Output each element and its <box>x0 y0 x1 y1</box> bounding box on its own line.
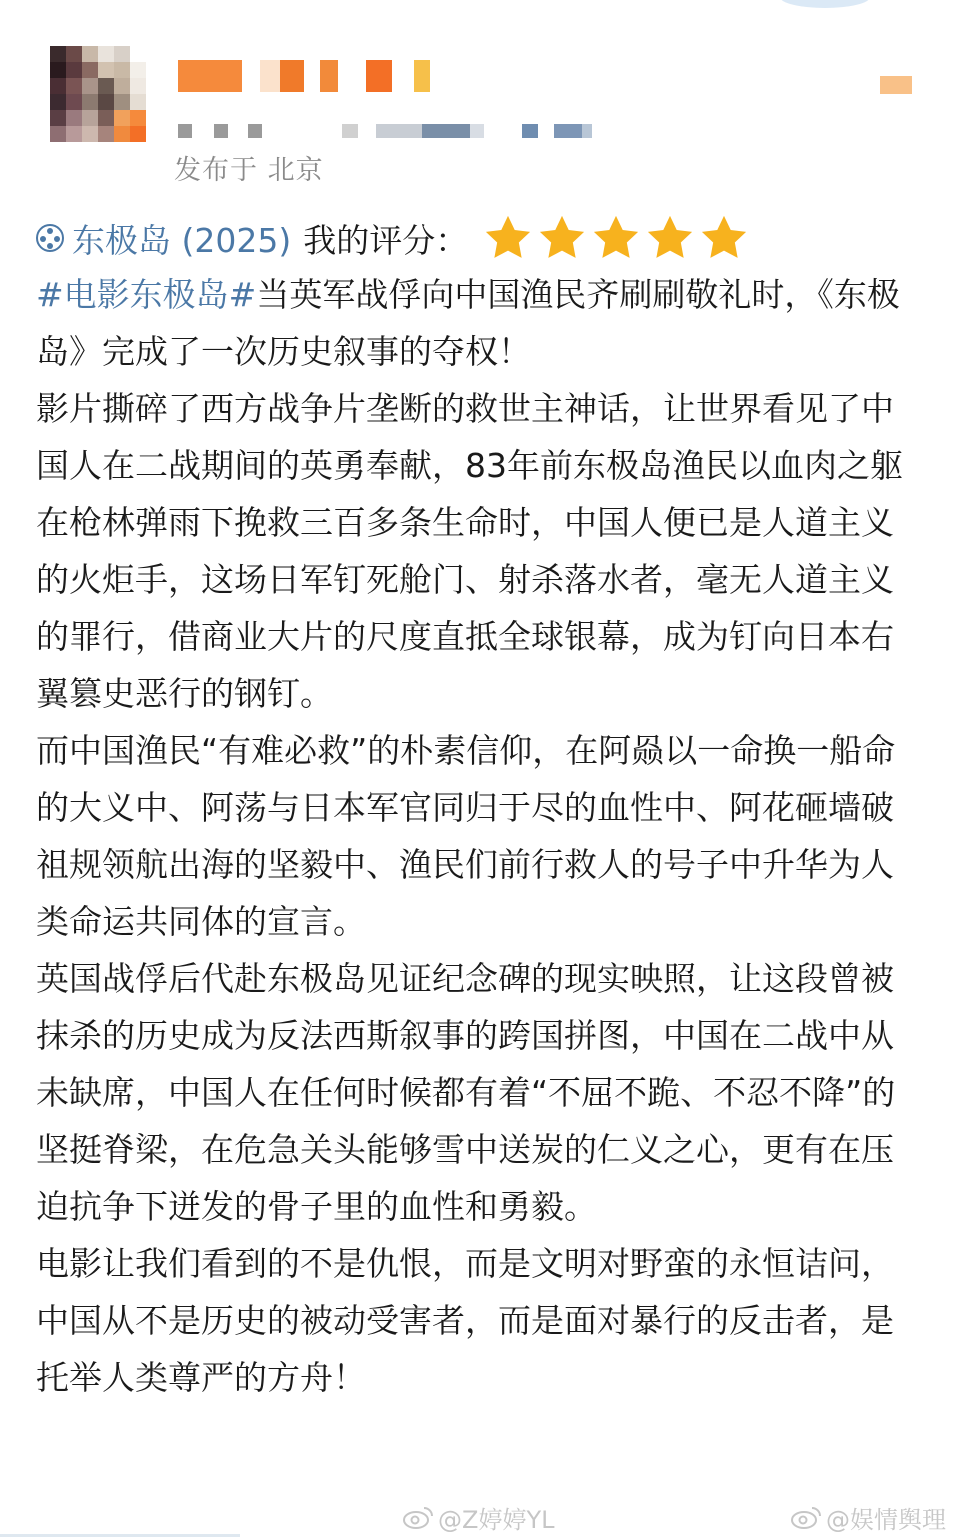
watermark-2-text: @娱情舆理 <box>826 1505 946 1534</box>
paragraph-3: 而中国渔民“有难必救”的朴素信仰，在阿赑以一命换一船命的大义中、阿荡与日本军官同归于尽的血性中、阿花砸墙破祖规领航出海的坚毅中、渔民们前行救人的号子中升华为人类命运共同体的宣言。 <box>36 731 896 941</box>
paragraph-2: 影片撕碎了西方战争片垄断的救世主神话，让世界看见了中国人在二战期间的英勇奉献，83年前东极岛渔民以血肉之躯在枪林弹雨下挽救三百多条生命时，中国人便已是人道主义的火炬手，这场日军钉死舱门、射杀落水者，毫无人道主义的罪行，借商业大片的尺度直抵全球银幕，成为钉向日本右翼篡史恶行的钢钉。 <box>36 389 903 713</box>
username-blurred[interactable] <box>178 60 430 92</box>
movie-title-link[interactable]: 东极岛 (2025) <box>72 220 292 260</box>
paragraph-1-text: 当英军战俘向中国渔民齐刷刷敬礼时，《东极岛》完成了一次历史叙事的夺权！ <box>36 275 900 371</box>
top-decoration <box>780 0 870 8</box>
rating-label: 我的评分： <box>303 220 469 260</box>
hashtag-link[interactable]: #电影东极岛# <box>36 275 257 314</box>
avatar[interactable] <box>50 46 146 142</box>
watermark-1-text: @Z婷婷YL <box>438 1505 555 1534</box>
post-body <box>36 266 916 1406</box>
follow-button-blurred[interactable] <box>880 76 912 94</box>
watermark-1 <box>402 1500 554 1534</box>
rating-line <box>36 212 750 264</box>
paragraph-1 <box>36 266 916 380</box>
rating-stars <box>482 212 750 264</box>
star-icon <box>644 212 696 264</box>
star-icon <box>590 212 642 264</box>
paragraph-4: 英国战俘后代赴东极岛见证纪念碑的现实映照，让这段曾被抹杀的历史成为反法西斯叙事的跨国拼图，中国在二战中从未缺席，中国人在任何时候都有着“不屈不跪、不忍不降”的坚挺脊梁，在危急关头能够雪中送炭的仁义之心，更有在压迫抗争下迸发的骨子里的血性和勇毅。 <box>36 959 896 1226</box>
star-icon <box>482 212 534 264</box>
star-icon <box>698 212 750 264</box>
movie-reel-icon <box>36 224 64 252</box>
weibo-icon <box>790 1505 822 1529</box>
paragraph-5: 电影让我们看到的不是仇恨，而是文明对野蛮的永恒诘问，中国从不是历史的被动受害者，而是面对暴行的反击者，是托举人类尊严的方舟！ <box>36 1244 894 1397</box>
bottom-divider <box>0 1534 240 1537</box>
weibo-icon <box>402 1505 434 1529</box>
watermark-2 <box>790 1500 946 1534</box>
post-location: 发布于 北京 <box>174 155 324 186</box>
star-icon <box>536 212 588 264</box>
